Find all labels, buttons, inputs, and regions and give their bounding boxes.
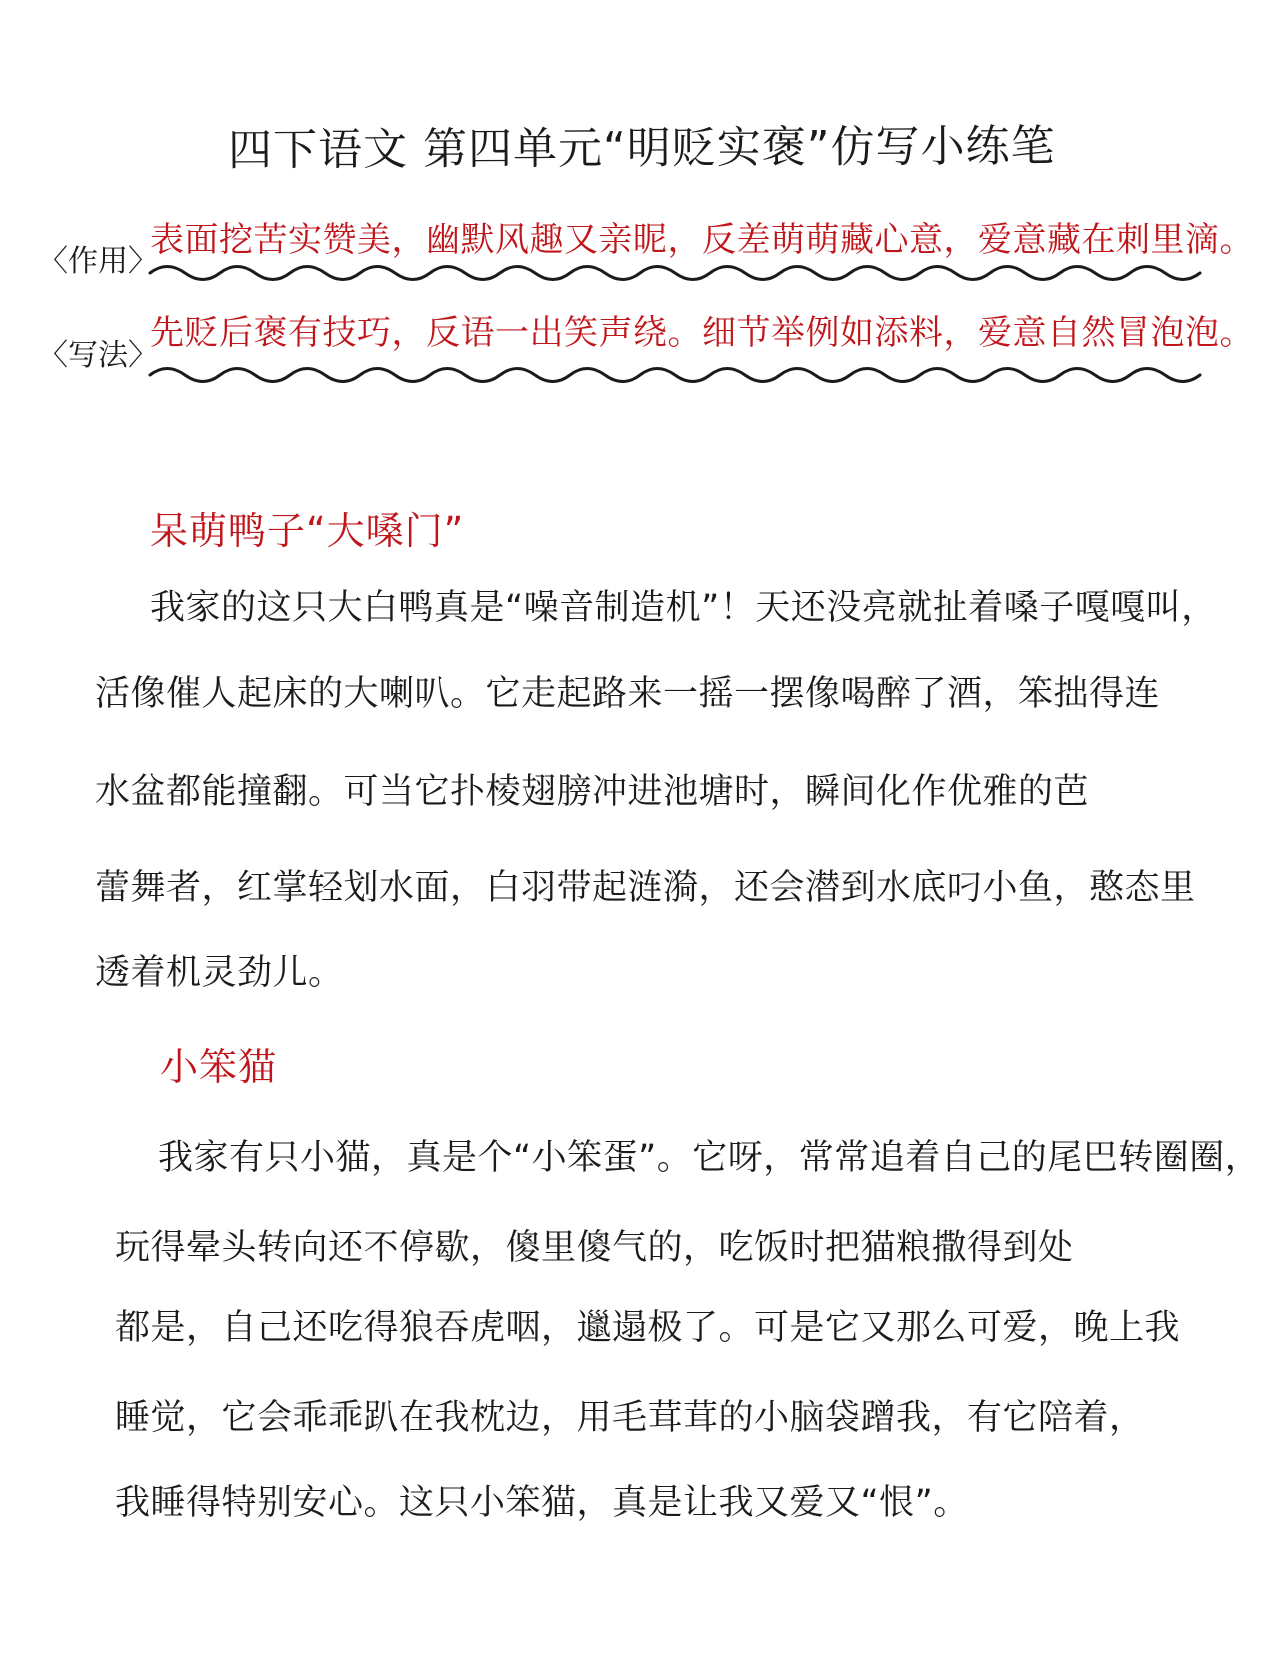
duck-line: 蕾舞者，红掌轻划水面，白羽带起涟漪，还会潜到水底叼小鱼，憨态里 [95,868,1196,908]
cat-line: 玩得晕头转向还不停歇，傻里傻气的，吃饭时把猫粮撒得到处 [115,1228,1074,1268]
wavy-underline-method [150,362,1210,388]
duck-line: 活像催人起床的大喇叭。它走起路来一摇一摆像喝醉了酒，笨拙得连 [95,674,1161,714]
section-title-cat: 小笨猫 [160,1045,278,1089]
note-text-function: 表面挖苦实赞美，幽默风趣又亲昵，反差萌萌藏心意，爱意藏在刺里滴。 [150,220,1254,260]
cat-line: 我睡得特别安心。这只小笨猫，真是让我又爱又“恨”。 [115,1483,969,1523]
cat-line: 睡觉，它会乖乖趴在我枕边，用毛茸茸的小脑袋蹭我，有它陪着， [115,1398,1145,1438]
note-label-method: 〈写法〉 [38,338,158,373]
duck-line: 我家的这只大白鸭真是“噪音制造机”！天还没亮就扯着嗓子嘎嘎叫， [150,588,1217,628]
note-label-function: 〈作用〉 [38,244,158,279]
duck-line: 水盆都能撞翻。可当它扑棱翅膀冲进池塘时，瞬间化作优雅的芭 [95,772,1090,812]
cat-line: 我家有只小猫，真是个“小笨蛋”。它呀，常常追着自己的尾巴转圈圈， [158,1138,1261,1178]
section-title-duck: 呆萌鸭子“大嗓门” [150,509,465,553]
wavy-underline-function [150,260,1210,286]
note-text-method: 先贬后褒有技巧，反语一出笑声绕。细节举例如添料，爱意自然冒泡泡。 [150,313,1254,353]
duck-line: 透着机灵劲儿。 [95,953,344,993]
cat-line: 都是，自己还吃得狼吞虎咽，邋遢极了。可是它又那么可爱，晚上我 [115,1308,1181,1348]
page-title: 四下语文 第四单元“明贬实褒”仿写小练笔 [227,120,1056,177]
